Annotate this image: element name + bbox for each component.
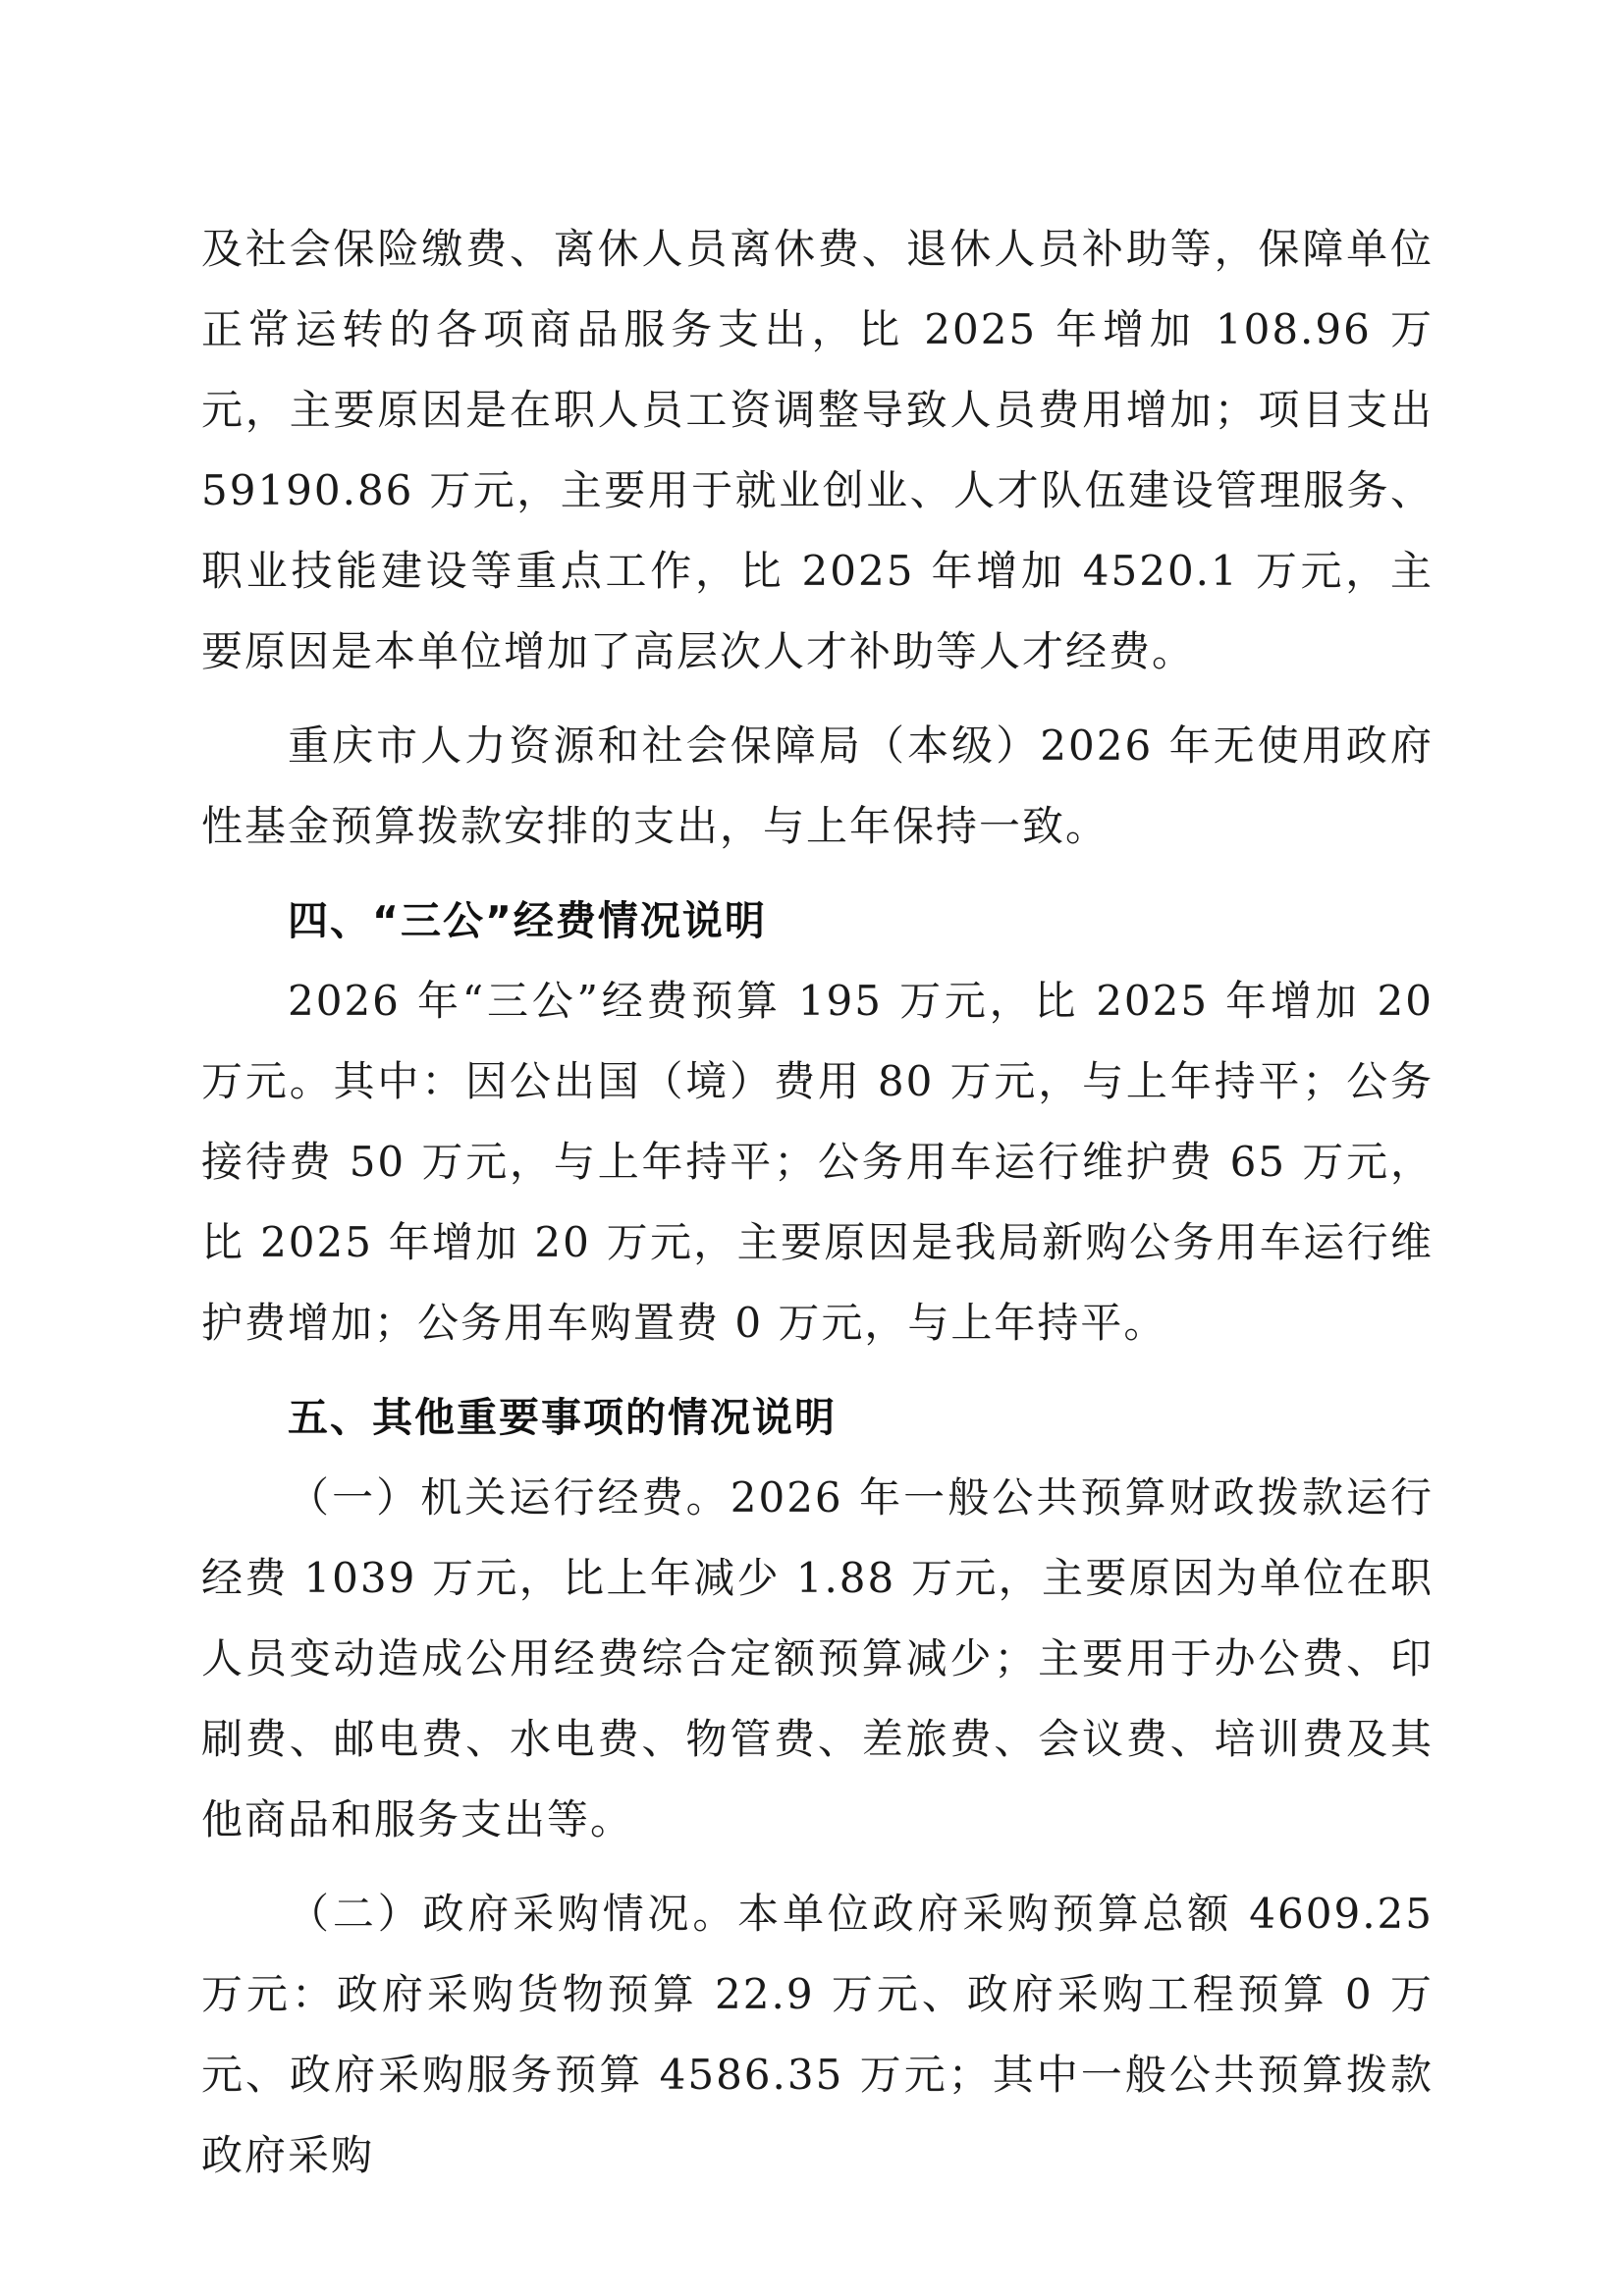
paragraph-government-fund: 重庆市人力资源和社会保障局（本级）2026 年无使用政府性基金预算拨款安排的支出，与上年保持一致。 [201,721,1434,850]
paragraph-operating-expenses: （一）机关运行经费。2026 年一般公共预算财政拨款运行经费 1039 万元，比上年减少 1.88 万元，主要原因为单位在职人员变动造成公用经费综合定额预算减少；主要用于办公费、印刷费、邮电费、水电费、物管费、差旅费、会议费、培训费及其他商品和服务支出等。 [201,1473,1434,1843]
paragraph-government-procurement: （二）政府采购情况。本单位政府采购预算总额 4609.25 万元：政府采购货物预算 22.9 万元、政府采购工程预算 0 万元、政府采购服务预算 4586.35 万元；其中一般公共预算拨款政府采购 [201,1890,1434,2179]
paragraph-gap [201,1860,1434,1874]
paragraph-gap [201,1363,1434,1377]
paragraph-three-public-expenses: 2026 年“三公”经费预算 195 万元，比 2025 年增加 20 万元。其中：因公出国（境）费用 80 万元，与上年持平；公务接待费 50 万元，与上年持平；公务用车运行维护费 65 万元，比 2025 年增加 20 万元，主要原因是我局新购公务用车运行维护费增加；公务用车购置费 0 万元，与上年持平。 [201,977,1434,1347]
section-heading-other-matters: 五、其他重要事项的情况说明 [288,1394,837,1441]
document-body [201,209,1434,2196]
paragraph-gap [201,692,1434,706]
paragraph-gap [201,867,1434,881]
section-heading-three-public-expenses: 四、“三公”经费情况说明 [288,897,767,944]
paragraph-personnel-and-project-expenditure: 及社会保险缴费、离休人员离休费、退休人员补助等，保障单位正常运转的各项商品服务支出，比 2025 年增加 108.96 万元，主要原因是在职人员工资调整导致人员费用增加；项目支出 59190.86 万元，主要用于就业创业、人才队伍建设管理服务、职业技能建设等重点工作，比 2025 年增加 4520.1 万元，主要原因是本单位增加了高层次人才补助等人才经费。 [201,225,1434,675]
